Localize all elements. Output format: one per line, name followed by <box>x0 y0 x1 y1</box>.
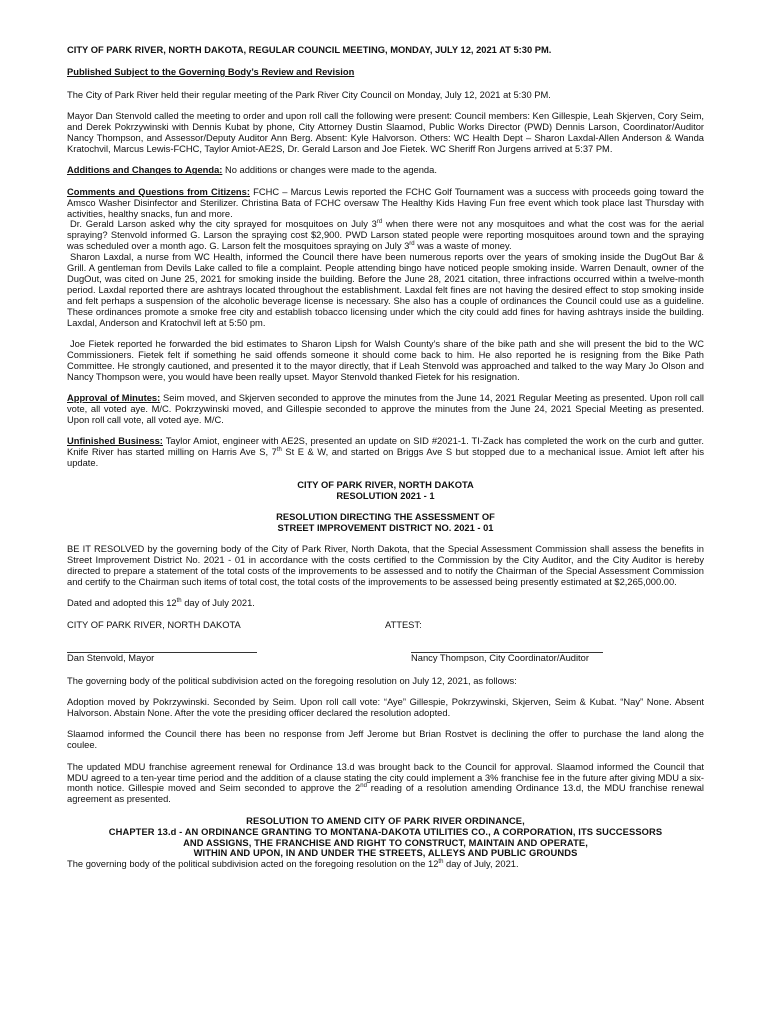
dated-sup: th <box>176 598 182 605</box>
resolution-2-line-4: WITHIN AND UPON, IN AND UNDER THE STREETS, ALLEYS AND PUBLIC GROUNDS <box>193 848 578 859</box>
larson-sup-1: rd <box>376 219 383 226</box>
governing-2-text-a: The governing body of the political subdivision acted on the foregoing resolution on the 12 <box>67 859 439 870</box>
fietek-paragraph <box>67 339 704 383</box>
governing-paragraph-1: The governing body of the political subdivision acted on the foregoing resolution on July 12, 2021, as follows: <box>67 675 517 686</box>
resolution-1-title-2: STREET IMPROVEMENT DISTRICT NO. 2021 - 01 <box>277 523 494 534</box>
resolution-2-line-1: RESOLUTION TO AMEND CITY OF PARK RIVER ORDINANCE, <box>246 815 525 826</box>
fietek-text: Joe Fietek reported he forwarded the bid estimates to Sharon Lipsh for Walsh County’s share of the bike path and she will present the bid to the WC Commissioners. Fietek felt if something he said offends someone it should come back to him. He also reported he is resigning from the Bike Path Committee. He strongly cautioned, and presented it to the mayor directly, that if Leah Stenvold was approached and talked to the way Mary Jo Olson and Nancy Thompson were, you would have been really upset. Mayor Stenvold thanked Fietek for his resignation. <box>67 339 704 382</box>
resolution-2-line-2: CHAPTER 13.d - AN ORDINANCE GRANTING TO MONTANA-DAKOTA UTILITIES CO., A CORPORATION, ITS SUCCESSORS <box>108 826 663 837</box>
mayor-signature-line <box>67 639 257 653</box>
signature-block-top <box>67 620 704 631</box>
larson-text-c: was a waste of money. <box>414 241 512 252</box>
signature-attest: ATTEST: <box>385 619 422 630</box>
dated-text-a: Dated and adopted this 12 <box>67 598 177 609</box>
unfinished-section <box>67 436 704 469</box>
auditor-name: Nancy Thompson, City Coordinator/Auditor <box>411 652 589 663</box>
resolved-paragraph: BE IT RESOLVED by the governing body of the City of Park River, North Dakota, that the Special Assessment Commission shall assess the benefits in Street Improvement District No. 2021 - 01 in accordance with the costs certified to the Commission by the City Auditor, and the City Auditor is hereby directed to prepare a statement of the total costs of the improvements to be assessed and to notify the Chairman of the Special Assessment Commission and certify to the Chairman such items of total cost, the total costs of the improvements to be assessed being presently estimated at $2,265,000.00. <box>67 544 704 587</box>
comments-section <box>67 187 704 220</box>
resolution-1-city: CITY OF PARK RIVER, NORTH DAKOTA <box>297 479 474 490</box>
unfinished-heading: Unfinished Business: <box>67 436 163 447</box>
dated-paragraph <box>67 598 704 609</box>
larson-text-a: Dr. Gerald Larson asked why the city sprayed for mosquitoes on July 3 <box>70 219 377 230</box>
auditor-signature-line <box>411 639 603 653</box>
larson-paragraph <box>67 219 704 252</box>
unfinished-sup: th <box>276 447 282 454</box>
mdu-text-b: reading of a resolution amending Ordinance 13.d, the MDU franchise renewal agreement as presented. <box>67 783 705 805</box>
adoption-paragraph: Adoption moved by Pokrzywinski. Seconded by Seim. Upon roll call vote: “Aye” Gillespie, Pokrzywinski, Skjerven, Seim & Kubat. “Nay” None. Absent Halvorson. Abstain None. After the vote the presiding officer declared the resolution adopted. <box>67 696 704 718</box>
laxdal-text: Sharon Laxdal, a nurse from WC Health, informed the Council there have been numerous reports over the years of smoking inside the DugOut Bar & Grill. A gentleman from Devils Lake called to file a complaint. People attending bingo have noticed people smoking inside. Warren Denault, owner of the DugOut, was cited on June 25, 2021 for smoking inside the building. Before the June 28, 2021 citation, three infractions occurred within a twelve-month period. Laxdal reported there are ashtrays located throughout the establishment. Laxdal felt fines are not having the desired effect to stop smoking inside and felt perhaps a suspension of the alcoholic beverage license is necessary. She also has a couple of ordinances the Council could use as a guideline. These ordinances promote a smoke free city and establish tobacco licensing under which the city could add fines for having ashtrays inside the building. Laxdal, Anderson and Kratochvil left at 5:50 pm. <box>67 252 704 328</box>
governing-paragraph-2 <box>67 859 704 870</box>
comments-text: FCHC – Marcus Lewis reported the FCHC Golf Tournament was a success with proceeds going toward the Amsco Washer Disinfector and Sterilizer. Christina Bata of FCHC oversaw The Healthy Kids Having Fun free event which took place last Thursday with activities, healthy snacks, fun and more. <box>67 186 704 219</box>
additions-heading: Additions and Changes to Agenda: <box>67 165 223 176</box>
mayor-name: Dan Stenvold, Mayor <box>67 652 155 663</box>
resolution-1-number: RESOLUTION 2021 - 1 <box>336 490 435 501</box>
unfinished-text-b: St E & W, and started on Briggs Ave S but stopped due to a mechanical issue. Amiot left after his update. <box>67 447 705 469</box>
dated-text-b: day of July 2021. <box>181 598 255 609</box>
intro-paragraph: The City of Park River held their regular meeting of the Park River City Council on Monday, July 12, 2021 at 5:30 PM. <box>67 89 551 100</box>
laxdal-paragraph <box>67 252 704 328</box>
additions-section <box>67 165 704 176</box>
minutes-heading: Approval of Minutes: <box>67 393 161 404</box>
governing-2-sup: th <box>438 859 444 866</box>
resolution-1-header <box>67 480 704 535</box>
comments-heading: Comments and Questions from Citizens: <box>67 186 250 197</box>
mdu-paragraph <box>67 762 704 806</box>
governing-2-text-b: day of July, 2021. <box>443 859 519 870</box>
larson-sup-2: rd <box>409 241 415 248</box>
resolution-1-title-1: RESOLUTION DIRECTING THE ASSESSMENT OF <box>276 512 495 523</box>
page-title: CITY OF PARK RIVER, NORTH DAKOTA, REGULAR COUNCIL MEETING, MONDAY, JULY 12, 2021 AT 5:30 PM. <box>67 45 552 55</box>
slaamod-paragraph: Slaamod informed the Council there has been no response from Jeff Jerome but Brian Rostvet is declining the offer to purchase the land along the coulee. <box>67 729 704 751</box>
unfinished-text-a: Taylor Amiot, engineer with AE2S, presented an update on SID #2021-1. TI-Zack has completed the work on the curb and gutter. Knife River has started milling on Harris Ave S, 7 <box>67 436 705 458</box>
resolution-2-header <box>67 816 704 860</box>
mdu-sup: nd <box>360 783 367 790</box>
signature-names <box>67 653 704 664</box>
publication-notice: Published Subject to the Governing Body’s Review and Revision <box>67 66 355 77</box>
minutes-section <box>67 393 704 426</box>
resolution-2-line-3: AND ASSIGNS, THE FRANCHISE AND RIGHT TO CONSTRUCT, MAINTAIN AND OPERATE, <box>183 837 588 848</box>
signature-city: CITY OF PARK RIVER, NORTH DAKOTA <box>67 619 241 630</box>
larson-text-b: when there were not any mosquitoes and what the cost was for the aerial spraying? Stenvold informed G. Larson the spraying cost $2,900. PWD Larson stated people were reporting mosquitoes around town and the spraying was scheduled over a month ago. G. Larson felt the mosquitoes spraying on July 3 <box>67 219 704 252</box>
signature-lines <box>67 639 704 653</box>
additions-text: No additions or changes were made to the agenda. <box>222 165 437 176</box>
attendance-paragraph: Mayor Dan Stenvold called the meeting to order and upon roll call the following were present: Council members: Ken Gillespie, Leah Skjerven, Cory Seim, and Derek Pokrzywinski with Dennis Kubat by phone, City Attorney Dustin Slaamod, Public Works Director (PWD) Dennis Larson, Coordinator/Auditor Nancy Thompson, and Assessor/Deputy Auditor Ann Berg. Absent: Kyle Halvorson. Others: WC Health Dept – Sharon Laxdal-Allen Anderson & Wanda Kratochvil, Marcus Lewis-FCHC, Taylor Amiot-AE2S, Dr. Gerald Larson and Joe Fietek. WC Sheriff Ron Jurgens arrived at 5:37 PM. <box>67 111 704 154</box>
mdu-text-a: The updated MDU franchise agreement renewal for Ordinance 13.d was brought back to the Council for approval. Slaamod informed the Council that MDU agreed to a ten-year time period and the addition of a clause stating the city could implement a 3% franchise fee in the future after giving MDU a six-month notice. Gillespie moved and Seim seconded to approve the 2 <box>67 761 704 794</box>
minutes-text: Seim moved, and Skjerven seconded to approve the minutes from the June 14, 2021 Regular Meeting as presented. Upon roll call vote, all voted aye. M/C. Pokrzywinski moved, and Gillespie seconded to approve the minutes from the June 24, 2021 Special Meeting as presented. Upon roll call vote, all voted aye. M/C. <box>67 393 704 425</box>
